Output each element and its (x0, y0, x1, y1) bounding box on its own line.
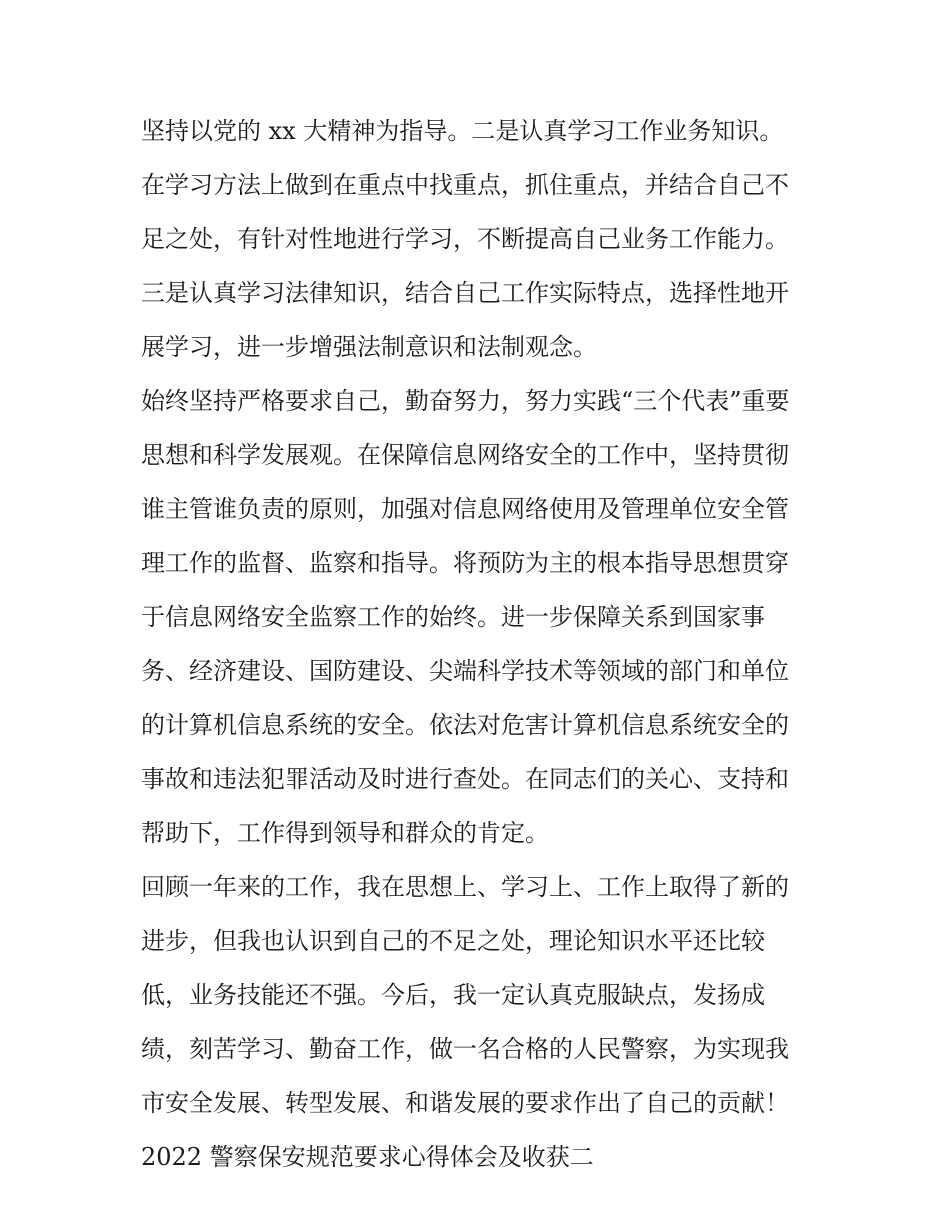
text-line: 在学习方法上做到在重点中找重点，抓住重点，并结合自己不 (141, 171, 789, 199)
text-line: 展学习，进一步增强法制意识和法制观念。 (141, 333, 597, 361)
text-line: 绩，刻苦学习、勤奋工作，做一名合格的人民警察，为实现我 (141, 1035, 789, 1063)
text-line: 市安全发展、转型发展、和谐发展的要求作出了自己的贡献！ (141, 1089, 789, 1117)
text-line: 始终坚持严格要求自己，勤奋努力，努力实践“三个代表”重要 (141, 387, 790, 415)
text-line: 事故和违法犯罪活动及时进行查处。在同志们的关心、支持和 (141, 765, 789, 793)
text-line: 低，业务技能还不强。今后，我一定认真克服缺点，发扬成 (141, 981, 765, 1009)
text-line: 进步，但我也认识到自己的不足之处，理论知识水平还比较 (141, 927, 765, 955)
body-text (141, 104, 841, 1184)
text-line: 坚持以党的 xx 大精神为指导。二是认真学习工作业务知识。 (141, 117, 784, 145)
text-line: 理工作的监督、监察和指导。将预防为主的根本指导思想贯穿 (141, 549, 789, 577)
text-line: 回顾一年来的工作，我在思想上、学习上、工作上取得了新的 (141, 873, 789, 901)
text-line: 帮助下，工作得到领导和群众的肯定。 (141, 819, 549, 847)
text-line: 于信息网络安全监察工作的始终。进一步保障关系到国家事 (141, 603, 765, 631)
text-line: 务、经济建设、国防建设、尖端科学技术等领域的部门和单位 (141, 657, 789, 685)
section-heading: 2022 警察保安规范要求心得体会及收获二 (141, 1143, 594, 1171)
text-line: 足之处，有针对性地进行学习，不断提高自己业务工作能力。 (141, 225, 789, 253)
text-line: 的计算机信息系统的安全。依法对危害计算机信息系统安全的 (141, 711, 789, 739)
text-line: 谁主管谁负责的原则，加强对信息网络使用及管理单位安全管 (141, 495, 789, 523)
text-line: 三是认真学习法律知识，结合自己工作实际特点，选择性地开 (141, 279, 789, 307)
text-line: 思想和科学发展观。在保障信息网络安全的工作中，坚持贯彻 (141, 441, 789, 469)
